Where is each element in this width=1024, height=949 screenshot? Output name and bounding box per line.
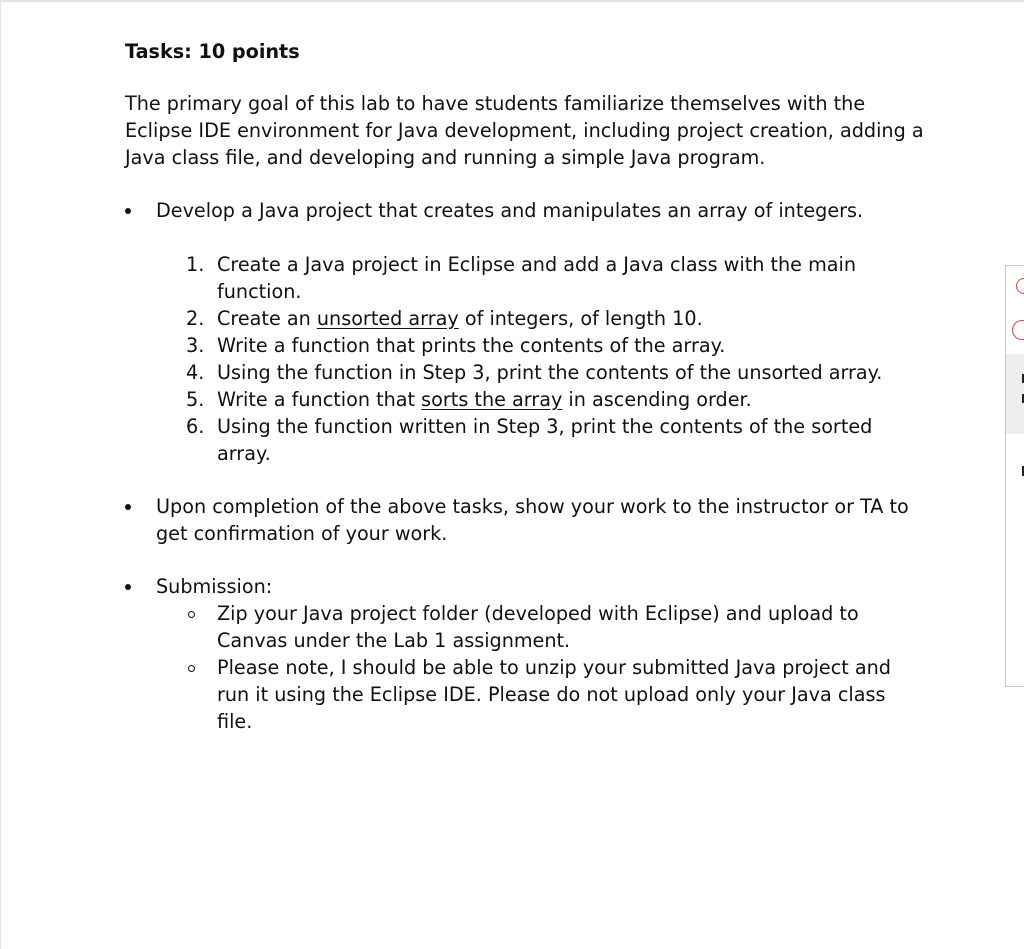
comment-icon[interactable] [1012,320,1024,340]
side-panel-shade [1006,354,1024,434]
submission-item [156,600,925,654]
unsorted-array-link[interactable]: unsorted array [316,307,459,330]
task-item-completion [125,493,925,547]
annotation-icon[interactable] [1016,278,1024,294]
page-title: Tasks: 10 points [125,40,300,63]
intro-paragraph: The primary goal of this lab to have students familiarize themselves with the Eclipse IDE environment for Java development, including project creation, adding a Java class file, and developing and running a simple Java program. [125,92,924,169]
submission-list [156,600,925,735]
hollow-bullet-icon [188,611,195,618]
step-item [156,305,925,332]
step-item [156,413,925,467]
step-number: 6. [186,415,205,438]
sorts-the-array-link[interactable]: sorts the array [421,388,563,411]
bullet-icon [125,584,131,590]
bullet-icon [125,208,131,214]
step-text-pre: Write a function that [217,388,422,411]
bullet-icon [125,504,131,510]
step-item [156,386,925,413]
step-number: 4. [186,361,205,384]
step-text-post: of integers, of length 10. [458,307,703,330]
step-text-pre: Create an [217,307,317,330]
step-number: 1. [186,253,205,276]
step-item [156,332,925,359]
steps-list [156,251,925,467]
step-text: Write a function that prints the contents of the array. [217,334,726,357]
task-item-develop [125,197,925,467]
step-text: Using the function in Step 3, print the contents of the unsorted array. [217,361,883,384]
step-item [156,251,925,305]
step-number: 3. [186,334,205,357]
submission-item [156,654,925,735]
task-list [125,197,925,735]
side-toolbar-panel [1005,265,1024,687]
step-number: 2. [186,307,205,330]
task-item-submission [125,573,925,735]
submission-text: Zip your Java project folder (developed with Eclipse) and upload to Canvas under the Lab 1 assignment. [217,602,859,652]
step-text: Using the function written in Step 3, print the contents of the sorted array. [217,415,873,465]
hollow-bullet-icon [188,665,195,672]
submission-text: Please note, I should be able to unzip your submitted Java project and run it using the Eclipse IDE. Please do not upload only your Java class file. [217,656,891,733]
task-text: Submission: [156,575,273,598]
step-number: 5. [186,388,205,411]
step-text-post: in ascending order. [562,388,752,411]
document-content [125,38,925,761]
task-text: Upon completion of the above tasks, show your work to the instructor or TA to get confirmation of your work. [156,495,909,545]
task-text: Develop a Java project that creates and manipulates an array of integers. [156,199,864,222]
step-item [156,359,925,386]
step-text: Create a Java project in Eclipse and add a Java class with the main function. [217,253,857,303]
